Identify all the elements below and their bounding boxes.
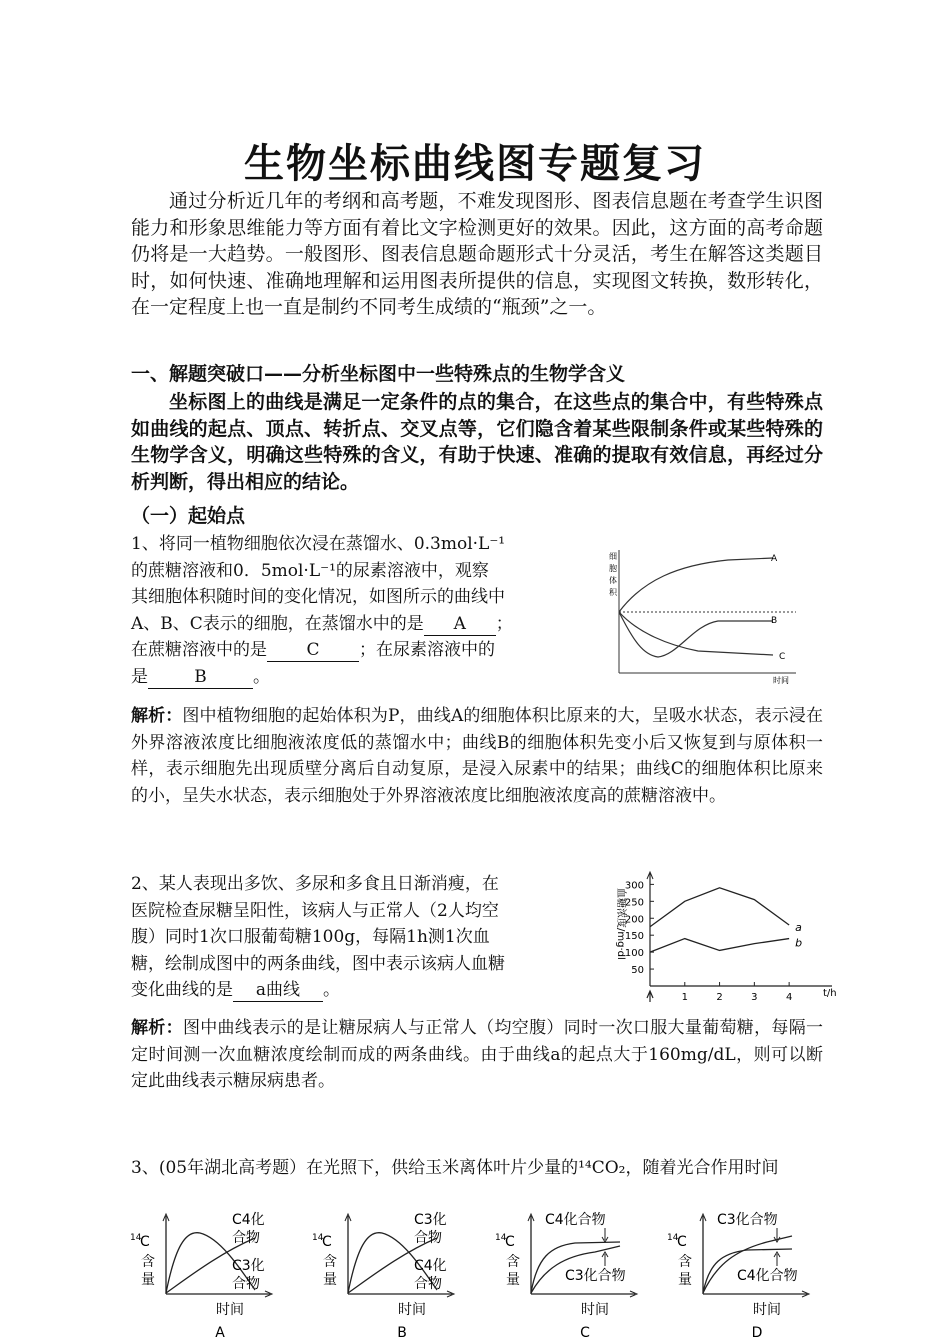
q3-option-caption: D xyxy=(751,1325,763,1338)
q3-compound-label: C4化合物 xyxy=(737,1268,798,1284)
q2-line: 2、某人表现出多饮、多尿和多食且日渐消瘦，在 xyxy=(131,874,499,894)
q2-blood-sugar-chart xyxy=(604,868,844,1003)
q1-label-b: B xyxy=(771,616,778,626)
question-3: 3、(05年湖北高考题）在光照下，供给玉米离体叶片少量的¹⁴CO₂，随着光合作用时间 xyxy=(131,1158,779,1178)
q1-text: 在蔗糖溶液中的是 xyxy=(131,640,267,660)
q3-ylabel-sup: 14 xyxy=(312,1233,324,1243)
section-heading: 一、解题突破口——分析坐标图中一些特殊点的生物学含义 xyxy=(131,363,626,385)
q2-y-tick-label: 200 xyxy=(624,914,644,926)
q3-ylabel-sup: 14 xyxy=(130,1233,142,1243)
q2-x-tick-label: 2 xyxy=(716,992,723,1003)
q1-answer-2: C xyxy=(267,639,359,662)
q1-text: 。 xyxy=(253,666,270,687)
q2-line: 腹）同时1次口服葡萄糖100g，每隔1h测1次血 xyxy=(131,927,490,947)
q3-ylabel-char: 含 xyxy=(506,1254,520,1270)
q3-option-caption: B xyxy=(397,1325,407,1338)
q2-analysis xyxy=(131,1015,823,1095)
q1-ylabel-char: 积 xyxy=(609,588,617,597)
q1-answer-3: B xyxy=(148,666,253,689)
q1-text: 是 xyxy=(131,666,148,687)
q2-analysis-label: 解析： xyxy=(131,1018,183,1038)
q1-ylabel-char: 体 xyxy=(609,576,617,585)
q1-text: ；在尿素溶液中的 xyxy=(359,640,495,660)
q1-analysis-text xyxy=(131,703,823,809)
q2-line xyxy=(131,977,561,1004)
q1-line xyxy=(131,611,561,638)
q3-ylabel-sup: 14 xyxy=(495,1233,507,1243)
q3-panel-D xyxy=(667,1208,817,1338)
q2-series-label-a: a xyxy=(795,921,802,935)
q2-y-tick-label: 150 xyxy=(624,931,644,943)
question-1 xyxy=(131,531,561,690)
q1-ylabel-char: 细 xyxy=(609,552,617,561)
q3-compound-label: 合物 xyxy=(232,1230,260,1246)
q3-compound-label: C4化 xyxy=(414,1258,447,1274)
q2-series-line-b xyxy=(650,939,789,953)
q1-text: A、B、C表示的细胞，在蒸馏水中的是 xyxy=(131,613,424,634)
q3-ylabel-char: 量 xyxy=(141,1272,155,1288)
section-lead-text: 坐标图上的曲线是满足一定条件的点的集合，在这些点的集合中，有些特殊点如曲线的起点、顶点、转折点、交叉点等，它们隐含着某些限制条件或某些特殊的生物学含义，明确这些特殊的含义，有助于快速、准确的提取有效信息，再经过分析判断，得出相应的结论。 xyxy=(131,391,823,493)
q3-ylabel-char: 含 xyxy=(323,1254,337,1270)
q2-line: 糖，绘制成图中的两条曲线，图中表示该病人血糖 xyxy=(131,953,505,974)
q3-ylabel-char: 量 xyxy=(506,1272,520,1288)
q3-panel-C xyxy=(495,1208,645,1338)
q2-y-tick-label: 100 xyxy=(624,948,644,960)
q3-compound-label: C4化 xyxy=(232,1212,265,1228)
q1-line: 其细胞体积随时间的变化情况，如图所示的曲线中 xyxy=(131,587,505,607)
q3-ylabel-c: C xyxy=(322,1234,332,1250)
q1-curve-a xyxy=(619,558,773,612)
q1-xlabel: 时间 xyxy=(773,676,789,685)
q2-x-ticks xyxy=(682,982,793,1003)
q3-ylabel-c: C xyxy=(505,1234,515,1250)
q3-xlabel: 时间 xyxy=(581,1302,609,1318)
q2-x-tick-label: 3 xyxy=(751,992,758,1003)
q1-ylabel-char: 胞 xyxy=(609,564,617,573)
q2-text: 变化曲线的是 xyxy=(131,980,233,1000)
q3-xlabel: 时间 xyxy=(398,1302,426,1318)
intro-text: 通过分析近几年的考纲和高考题，不难发现图形、图表信息题在考查学生识图能力和形象思维能力等方面有着比文字检测更好的效果。因此，这方面的高考命题仍将是一大趋势。一般图形、图表信息题命题形式十分灵活，考生在解答这类题目时，如何快速、准确地理解和运用图表所提供的信息，实现图文转换，数形转化，在一定程度上也一直是制约不同考生成绩的“瓶颈”之一。 xyxy=(131,190,823,318)
q3-option-caption: A xyxy=(215,1325,225,1338)
q1-line xyxy=(131,664,561,691)
q1-line xyxy=(131,637,561,664)
q1-analysis-body: 图中植物细胞的起始体积为P，曲线A的细胞体积比原来的大，呈吸水状态，表示浸在外界溶液浓度比细胞液浓度低的蒸馏水中；曲线B的细胞体积先变小后又恢复到与原体积一样，表示细胞先出现质壁分离后自动复原，是浸入尿素中的结果；曲线C的细胞体积比原来的小，呈失水状态，表示细胞处于外界溶液浓度比细胞液浓度高的蔗糖溶液中。 xyxy=(131,706,824,806)
section-lead xyxy=(131,389,823,495)
q1-line: 的蔗糖溶液和0．5mol·L⁻¹的尿素溶液中，观察 xyxy=(131,560,489,581)
q2-start-arrow xyxy=(647,991,653,1002)
q3-ylabel-char: 含 xyxy=(678,1254,692,1270)
q2-x-tick-label: 1 xyxy=(681,992,688,1003)
q2-y-tick-label: 300 xyxy=(624,880,644,892)
q3-compound-label: C3化 xyxy=(232,1258,265,1274)
q2-y-tick-label: 50 xyxy=(631,965,644,977)
q1-label-a: A xyxy=(771,554,778,564)
q1-label-c: C xyxy=(779,652,786,662)
q3-xlabel: 时间 xyxy=(753,1302,781,1318)
q1-analysis xyxy=(131,703,823,809)
q3-compound-label: 合物 xyxy=(232,1276,260,1292)
question-2 xyxy=(131,871,561,1004)
q3-panel-B xyxy=(312,1208,462,1338)
q2-text: 。 xyxy=(323,980,340,1000)
q3-panel-A xyxy=(130,1208,280,1338)
intro-paragraph xyxy=(131,188,823,321)
q2-axes xyxy=(647,872,832,1002)
q3-compound-label: 合物 xyxy=(414,1230,442,1246)
q2-analysis-body: 图中曲线表示的是让糖尿病人与正常人（均空腹）同时一次口服大量葡萄糖，每隔一定时间测一次血糖浓度绘制而成的两条曲线。由于曲线a的起点大于160mg/dL，则可以断定此曲线表示糖尿病患者。 xyxy=(131,1018,824,1091)
q2-xlabel: t/h xyxy=(823,988,837,999)
page-title: 生物坐标曲线图专题复习 xyxy=(244,141,706,187)
q3-ylabel-char: 量 xyxy=(678,1272,692,1288)
q2-line: 医院检查尿糖呈阳性，该病人与正常人（2人均空 xyxy=(131,900,499,921)
q2-x-tick-label: 4 xyxy=(785,992,793,1003)
q2-analysis-text xyxy=(131,1015,823,1095)
q1-cell-volume-chart xyxy=(598,545,803,685)
q2-series-label-b: b xyxy=(795,936,803,950)
q1-line: 1、将同一植物细胞依次浸在蒸馏水、0.3mol·L⁻¹ xyxy=(131,534,506,554)
q2-y-tick-label: 250 xyxy=(624,897,644,909)
q1-analysis-label: 解析： xyxy=(131,706,183,726)
q3-ylabel-char: 含 xyxy=(141,1254,155,1270)
q3-ylabel-char: 量 xyxy=(323,1272,337,1288)
subsection-heading: （一）起始点 xyxy=(131,505,246,527)
q3-ylabel-c: C xyxy=(140,1234,150,1250)
q2-answer: a曲线 xyxy=(233,979,323,1002)
q3-compound-label: C3化合物 xyxy=(565,1268,626,1284)
q3-ylabel-sup: 14 xyxy=(667,1233,679,1243)
q1-text: ； xyxy=(495,613,513,634)
q3-curve-rise xyxy=(703,1236,792,1293)
q3-compound-label: C3化合物 xyxy=(717,1212,778,1228)
q1-answer-1: A xyxy=(424,613,496,636)
q3-xlabel: 时间 xyxy=(216,1302,244,1318)
q3-option-caption: C xyxy=(580,1325,590,1338)
q2-ylabel: 血糖浓度/mg·dl xyxy=(615,888,626,960)
q3-compound-label: 合物 xyxy=(414,1276,442,1292)
q3-compound-label: C3化 xyxy=(414,1212,447,1228)
q3-ylabel-c: C xyxy=(677,1234,687,1250)
q2-series-line-a xyxy=(650,888,789,927)
q2-series xyxy=(650,888,802,952)
q3-compound-label: C4化合物 xyxy=(545,1212,606,1228)
